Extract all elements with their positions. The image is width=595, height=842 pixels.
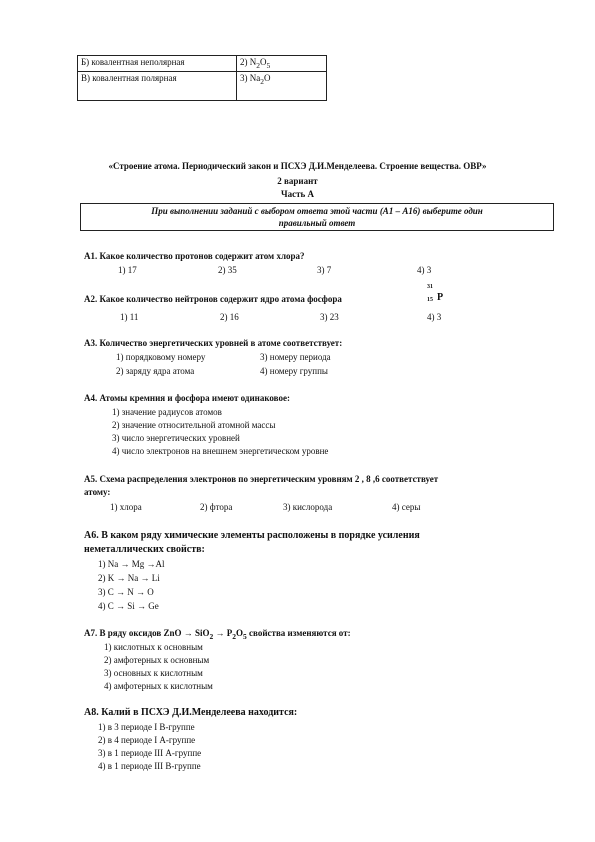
option: 3) кислорода — [283, 502, 333, 512]
option: 4) 3 — [427, 312, 442, 322]
option: 4) C → Si → Ge — [98, 601, 159, 611]
option: 2) K → Na → Li — [98, 573, 160, 583]
question-a8: А8. Калий в ПСХЭ Д.И.Менделеева находится: — [84, 707, 298, 718]
answer-match-table — [77, 55, 327, 101]
option: 1) порядковому номеру — [116, 352, 206, 362]
nuclide-symbol: P — [437, 292, 444, 303]
table-row — [78, 56, 327, 72]
option: 1) 11 — [120, 312, 139, 322]
option: 1) значение радиусов атомов — [112, 407, 222, 417]
question-a2: А2. Какое количество нейтронов содержит ядро атома фосфора — [84, 294, 342, 304]
option: 3) в 1 периоде III А-группе — [98, 748, 202, 758]
option: 4) число электронов на внешнем энергетическом уровне — [112, 446, 329, 456]
question-a3: А3. Количество энергетических уровней в атоме соответствует: — [84, 338, 343, 348]
question-a6: А6. В каком ряду химические элементы расположены в порядке усиления — [84, 530, 420, 541]
table-cell-left: Б) ковалентная неполярная — [78, 56, 237, 72]
option: 1) Na → Mg →Al — [98, 559, 165, 569]
option: 2) 16 — [220, 312, 239, 322]
option: 3) номеру периода — [260, 352, 331, 362]
option: 2) заряду ядра атома — [116, 366, 195, 376]
question-a4: А4. Атомы кремния и фосфора имеют одинаковое: — [84, 393, 290, 403]
option: 1) в 3 периоде I В-группе — [98, 722, 195, 732]
variant-label: 2 вариант — [277, 176, 318, 186]
question-a5: А5. Схема распределения электронов по энергетическим уровням 2 , 8 ,6 соответствует — [84, 474, 439, 484]
option: 3) 7 — [317, 265, 332, 275]
option: 2) 35 — [218, 265, 237, 275]
table-cell-left: В) ковалентная полярная — [78, 71, 237, 100]
part-label: Часть А — [280, 189, 315, 199]
instruction-line-2: правильный ответ — [278, 218, 356, 228]
option: 3) число энергетических уровней — [112, 433, 240, 443]
option: 2) амфотерных к основным — [104, 655, 210, 665]
option: 4) номеру группы — [260, 366, 328, 376]
option: 1) кислотных к основным — [104, 642, 203, 652]
option: 4) серы — [392, 502, 421, 512]
option: 2) фтора — [200, 502, 233, 512]
option: 4) 3 — [417, 265, 432, 275]
table-cell-right: 2) $N_2O_5$ — [237, 56, 327, 72]
option: 2) значение относительной атомной массы — [112, 420, 276, 430]
option: 1) хлора — [110, 502, 142, 512]
option: 1) 17 — [118, 265, 137, 275]
option: 4) в 1 периоде III В-группе — [98, 761, 201, 771]
instruction-line-1: При выполнении заданий с выбором ответа этой части (А1 – А16) выберите один — [151, 206, 483, 216]
question-a1: А1. Какое количество протонов содержит атом хлора? — [84, 251, 305, 261]
nuclide-atomic-number: 15 — [427, 297, 433, 303]
option: 4) амфотерных к кислотным — [104, 681, 213, 691]
table-row — [78, 71, 327, 100]
option: 2) в 4 периоде I А-группе — [98, 735, 196, 745]
option: 3) C → N → O — [98, 587, 154, 597]
option: 3) 23 — [320, 312, 339, 322]
question-a6-cont: неметаллических свойств: — [84, 544, 205, 555]
table-cell-right: 3) $Na_2O$ — [237, 71, 327, 100]
instruction-box — [80, 203, 554, 231]
option: 3) основных к кислотным — [104, 668, 203, 678]
test-title: «Строение атома. Периодический закон и ПСХЭ Д.И.Менделеева. Строение вещества. ОВР» — [108, 161, 487, 171]
nuclide-mass-number: 31 — [427, 284, 433, 290]
question-a7: А7. В ряду оксидов ZnO → $SiO_2 \to P_2O_5$ свойства изменяются от: — [84, 628, 351, 641]
question-a5-cont: атому: — [84, 487, 111, 497]
